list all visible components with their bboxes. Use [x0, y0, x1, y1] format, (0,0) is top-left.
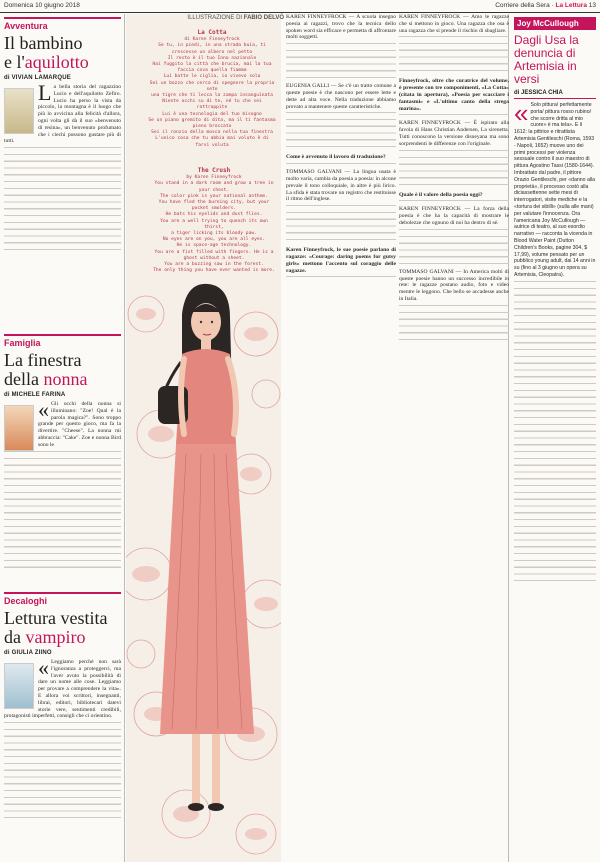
- article-body: « Solo pittura/ perfettamente porta/ pittura rosso rubino/ che scorre dritta al mio cuore» è ma tela». E il 1612: la pittrice e ritrattista Artemisia Gentileschi (Roma, 1593 - Napoli, 1652) muove uno dei primi processi per violenza sessuale contro il suo maestro di pittura Agostino Tassi (1580-1644). Imbrattato dal padre, il pittore Orazio Gentileschi, per «danno alla proprietà», il processo costò alla diciassettenne sette mesi di interrogatori, visite mediche e la «tortura dei sibilli» (sulla alle mani) per valutare l'innocenza. Ora l'americana Joy McCullough — autrice di teatro, al suo esordio narrativo — racconta la vicenda in Blood Water Paint (Dutton Children's Books, pagine 304, $ 17,99), volume pensato per un pubblico young adult, dai 14 anni in su (fino al 3 giugno un opera su Artemisia, Cleopatra).: [514, 98, 596, 278]
- article-text-continued: [514, 281, 596, 581]
- headline: Dagli Usa la denuncia di Artemisia in versi: [514, 33, 579, 86]
- kicker: Joy McCullough: [514, 17, 596, 30]
- poem-line: You are a well trying to quench its own thirst,: [160, 218, 268, 230]
- text-continued: [286, 112, 396, 152]
- interview-answer: KAREN FINNEYFROCK — Amo le ragazze che si mettono in gioco. Una ragazza che osa è una ragazza che si prende il rischio di sbagliare.: [399, 14, 509, 34]
- interview-question: Karen Finneyfrock, le sue poesie parlano di ragazze: «Courage: daring poems for gutsy girls» mettono l'accento sul coraggio delle ragazze.: [286, 247, 396, 274]
- article-body: « Leggiamo perché non sarà l'ignoranza a proteggerci, ma l'aver avuto la possibilità di dare un nome alle cose. Leggiamo per provare a comprendere la vita». E allora voi scrittori, insegnanti, librai, editori, bibliotecari datevi storie vere, sentimenti credibili, protagonisti imperfetti, consigli che ci orientino.: [4, 655, 121, 720]
- poem-lines: [150, 181, 278, 274]
- article-vampiro: [4, 592, 121, 818]
- interview-answer: EUGENIA GALLI — Se c'è un tratto comune a queste poesie è che nascono per essere lette e dette ad alta voce. Nella traduzione abbiamo provato a mantenere queste caratteristiche.: [286, 83, 396, 110]
- quote-mark: «: [514, 98, 529, 128]
- interview-column-1: [286, 14, 396, 862]
- illustration-credit: ILLUSTRAZIONE DI FABIO DELVÒ: [187, 15, 284, 21]
- masthead-right: Corriere della Sera · La Lettura 13: [495, 2, 596, 9]
- byline: di MICHELE FARINA: [4, 392, 66, 398]
- poem-line: You are a fist filled with fingers. He is a ghost without a sheet.: [154, 249, 274, 261]
- poem-line: No eyes are on you, you are all eyes.: [162, 237, 266, 243]
- poem-line: You are a buzzing saw in the forest.: [164, 262, 264, 268]
- headline: Lettura vestita da vampiro: [4, 608, 108, 647]
- masthead-section: La Lettura: [555, 2, 587, 9]
- byline: di VIVIAN LAMARQUE: [4, 75, 71, 81]
- poem-line: Sei un bozzo che cerca di spegnere la propria sete: [149, 80, 275, 92]
- poem-line: Hai fuggito la città che brucia, mai la tua faccia cova quella fiamma: [152, 62, 272, 74]
- book-cover: [4, 405, 34, 451]
- poem-line: Lui è una tecnologia del tuo bisogno: [162, 111, 262, 117]
- article-text-continued: [4, 451, 121, 569]
- poem-title: The Crush: [197, 167, 231, 174]
- poem-author: by Karen Finneyfrock: [186, 175, 242, 181]
- poem-lines: [148, 43, 276, 148]
- masthead: [0, 0, 600, 13]
- poem-line: L'unico cosa che tu abbia mai voluto è di farvi voluta: [155, 136, 269, 148]
- poem-line: Lui batte le ciglia, io vivevo sola: [163, 74, 261, 80]
- article-nonna: [4, 334, 121, 569]
- text-continued: [286, 205, 396, 245]
- poem-line: You stand in a dark room and grow a tree in your chest.: [154, 181, 274, 193]
- poem-line: The only thing you have ever wanted is more.: [153, 268, 275, 274]
- poem-line: He bats his eyelids and dust flies.: [165, 212, 263, 218]
- kicker: Famiglia: [4, 334, 121, 349]
- poem-line: una tigre che ti lecca la zampa insanguinata: [151, 93, 273, 99]
- masthead-paper: Corriere della Sera: [495, 2, 550, 9]
- text-continued: [286, 276, 396, 282]
- text-continued: [286, 43, 396, 83]
- article-text-continued: [4, 147, 121, 255]
- poem-line: The color pink is your national anthem.: [160, 193, 268, 199]
- poem-line: Se tu, in piedi, in una strada buia, ti crescesse un albero nel petto: [158, 43, 266, 55]
- interview-question: Quale è il valore della poesia oggi?: [399, 191, 483, 198]
- article-text-continued: [4, 722, 121, 818]
- poem-line: He is space-age technology.: [176, 243, 252, 249]
- text-continued: [399, 229, 509, 269]
- article-body: « Gli occhi della nonna si illuminano: "Zoe! Qual è la parola magica?". Sono troppo grande per questo gioco, ma fa la divertire. "Cheese". La nonna mi abbraccia: "Cake". Zoe e nonna Bird sono le: [4, 401, 121, 449]
- interview-answer: KAREN FINNEYFROCK — La forza della poesia è che ha la capacità di mostrare le debolezze che ognuno di noi ha dentro di sé.: [399, 206, 509, 226]
- kicker: Decaloghi: [4, 592, 121, 607]
- interview-answer: TOMMASO GALVANI — La lingua usata è molto varia, cambia da poesia a poesia: in alcune prevale il tono colloquiale, in altre è più lirico. La sfida è stata trovare un registro che restituisse il ritmo dell'inglese.: [286, 169, 396, 203]
- article-bambino: [4, 17, 121, 255]
- masthead-date: Domenica 10 giugno 2018: [4, 2, 80, 9]
- poem-title: La Cotta: [197, 29, 227, 36]
- interview-article: [283, 14, 509, 862]
- interview-column-2: [399, 14, 509, 862]
- kicker: Avventura: [4, 17, 121, 32]
- poem-author: di Karen Finneyfrock: [184, 37, 240, 43]
- headline: La finestra della nonna: [4, 350, 88, 389]
- poem-line: You have fled the burning city, but your pocket smolders.: [158, 200, 270, 212]
- poem-line: Il resto è il tuo Inno nazionale: [167, 55, 257, 61]
- book-cover: [4, 663, 34, 709]
- book-cover: [4, 88, 34, 134]
- poem-line: a tiger licking its bloody paw.: [171, 231, 257, 237]
- interview-answer: KAREN FINNEYFROCK — È ispirato alla favola di Hans Christian Andersen, La sirenetta. Tutti conoscono la versione disneyana ma sono sorprendenti le differenze con l'originale.: [399, 120, 509, 147]
- article-body: La bella storia del ragazzino Lucio e dell'aquilotto Zefiro. Lucio ha perso la vista da piccolo, la montagna è il luogo che più lo avvicina alla felicità d'allora, ogni volta gli dà il suo «benvenuto di resina», un benvenuto profumato che i ciechi possono gustare più di tutti.: [4, 80, 121, 145]
- byline: di GIULIA ZIINO: [4, 650, 52, 656]
- poem-line: Se un piano gremito di dita, ma il ti fantasma pieno broccato: [148, 117, 276, 130]
- poem-italian: [148, 30, 276, 149]
- interview-question: Finneyfrock, oltre che curatrice del volume, è presente con tre componimenti, «La Cotta» (citata in apertura), «Poesia per scacciare i fantasmi» e «L'ultimo canto della strega marina».: [399, 78, 509, 112]
- interview-answer: TOMMASO GALVANI — In America molti di queste poesie hanno un successo incredibile in rete: le ragazze postano audio, foto e video mentre le leggono. Che bello se accadesse anche in Italia.: [399, 268, 509, 302]
- text-continued: [399, 150, 509, 190]
- text-continued: [399, 305, 509, 345]
- headline: Il bambino e l'aquilotto: [4, 33, 89, 72]
- poem-english: [150, 168, 278, 274]
- byline: di JESSICA CHIA: [514, 90, 596, 99]
- interview-answer: KAREN FINNEYFROCK — A scuola insegno poesia ai ragazzi, trovo che la tecnica dello spoken word sia efficace e permetta di affrontare molti soggetti.: [286, 14, 396, 41]
- page-number: 13: [588, 2, 596, 9]
- interview-question: Come è avvenuto il lavoro di traduzione?: [286, 154, 386, 161]
- right-column: [510, 14, 600, 862]
- poem-line: Sei il ronzio della mosca nella tua finestra: [151, 130, 273, 136]
- poem-line: Niente occhi su di te, né tu che sei rattrappite: [162, 99, 262, 111]
- left-column: [0, 14, 125, 862]
- text-continued: [399, 36, 509, 76]
